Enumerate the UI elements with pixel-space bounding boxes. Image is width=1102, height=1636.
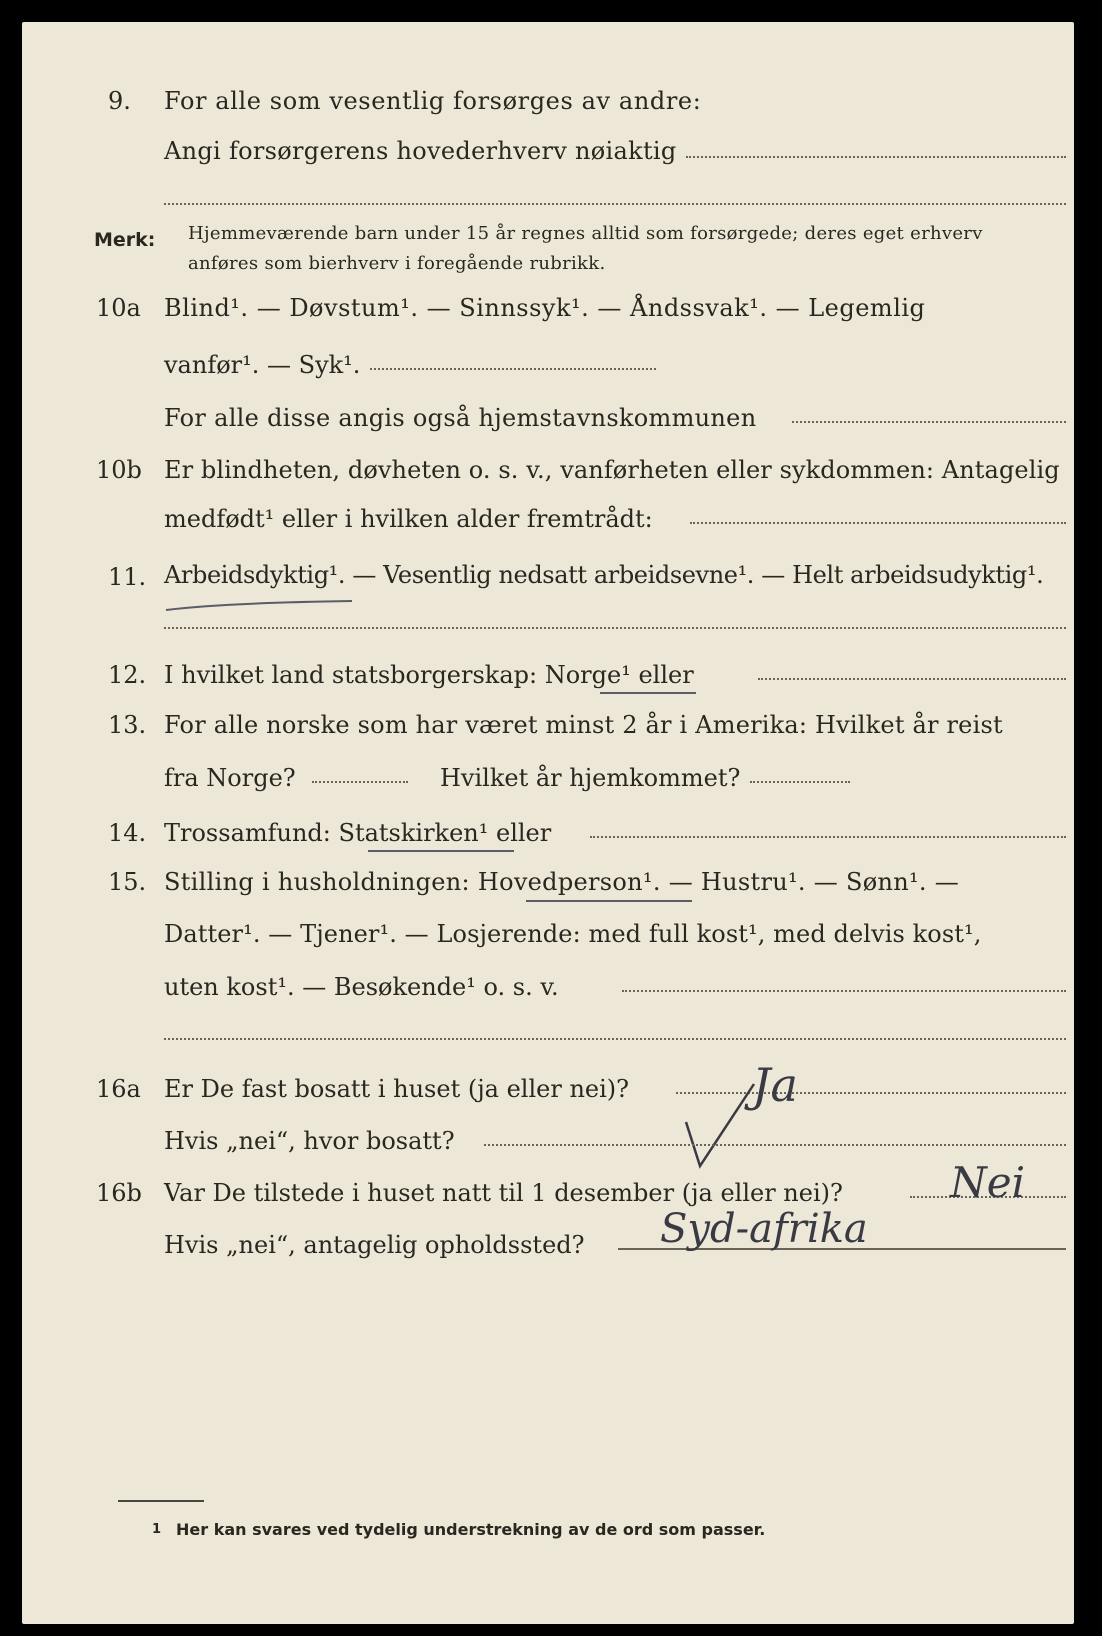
q16a-where-field[interactable] (484, 1144, 1066, 1146)
q16b-handwritten-whereabouts: Syd-afrika (660, 1206, 868, 1252)
q13-number: 13. (108, 711, 147, 739)
q10a-options: Blind¹. — Døvstum¹. — Sinnssyk¹. — Åndssvak¹. — Legemlig (164, 294, 926, 322)
q15-number: 15. (108, 868, 147, 896)
q9-occupation-label: Angi forsørgerens hovederhverv nøiaktig (164, 137, 677, 165)
q9-extra-field[interactable] (164, 203, 1066, 205)
q9-occupation-field[interactable] (686, 156, 1066, 158)
q16b-handwritten-answer: Nei (950, 1158, 1026, 1207)
q16a-handwritten-answer: Ja (752, 1058, 798, 1112)
q15-extra-field[interactable] (164, 1038, 1066, 1040)
q10b-question: Er blindheten, døvheten o. s. v., vanførheten eller sykdommen: Antagelig (164, 456, 1060, 484)
q16b-number: 16b (96, 1179, 142, 1207)
q16a-number: 16a (96, 1075, 141, 1103)
q9-question: For alle som vesentlig forsørges av andre: (164, 87, 702, 115)
q10b-onset-label: medfødt¹ eller i hvilken alder fremtrådt: (164, 505, 653, 533)
note-label: Merk: (94, 229, 156, 251)
footnote-rule (118, 1500, 204, 1502)
q13-return-field[interactable] (750, 781, 850, 783)
footnote-mark: 1 (152, 1522, 162, 1537)
q12-number: 12. (108, 661, 147, 689)
q9-number: 9. (108, 87, 131, 115)
q13-departure-label: fra Norge? (164, 764, 296, 792)
q16b-present-question: Var De tilstede i huset natt til 1 desember (ja eller nei)? (164, 1179, 843, 1207)
note-line-2: anføres som bierhverv i foregående rubrikk. (188, 253, 606, 274)
q13-america-question: For alle norske som har været minst 2 år i Amerika: Hvilket år reist (164, 711, 1003, 739)
q10a-number: 10a (96, 294, 141, 322)
q13-departure-field[interactable] (312, 781, 408, 783)
q16a-resident-question: Er De fast bosatt i huset (ja eller nei)? (164, 1075, 630, 1103)
q11-work-capacity: Arbeidsdyktig¹. — Vesentlig nedsatt arbeidsevne¹. — Helt arbeidsudyktig¹. (164, 561, 1044, 589)
q10b-onset-field[interactable] (690, 522, 1066, 524)
q11-underline-mark (164, 596, 354, 616)
q15-options-end: uten kost¹. — Besøkende¹ o. s. v. (164, 973, 559, 1001)
q12-other-country-field[interactable] (758, 678, 1066, 680)
note-line-1: Hjemmeværende barn under 15 år regnes alltid som forsørgede; deres eget erhverv (188, 223, 983, 244)
q14-other-religion-field[interactable] (590, 836, 1066, 838)
q10a-home-municipality-field[interactable] (792, 421, 1066, 423)
q10a-options-cont: vanfør¹. — Syk¹. (164, 351, 361, 379)
q16a-check-mark (680, 1080, 760, 1170)
q11-extra-field[interactable] (164, 627, 1066, 629)
q10a-sick-field[interactable] (370, 368, 656, 370)
q16b-whereabouts-label: Hvis „nei“, antagelig opholdssted? (164, 1231, 585, 1259)
q14-religion: Trossamfund: Statskirken¹ eller (164, 819, 552, 847)
q15-options-cont: Datter¹. — Tjener¹. — Losjerende: med full kost¹, med delvis kost¹, (164, 920, 982, 948)
q15-hovedperson-underline (526, 900, 692, 902)
q15-household-position: Stilling i husholdningen: Hovedperson¹. — Hustru¹. — Sønn¹. — (164, 868, 960, 896)
q14-number: 14. (108, 819, 147, 847)
q12-citizenship: I hvilket land statsborgerskap: Norge¹ eller (164, 661, 694, 689)
q12-norge-underline (600, 692, 696, 694)
q16a-where-label: Hvis „nei“, hvor bosatt? (164, 1127, 455, 1155)
q15-other-field[interactable] (622, 990, 1066, 992)
q14-statskirken-underline (368, 850, 514, 852)
q10b-number: 10b (96, 456, 142, 484)
footnote-text: Her kan svares ved tydelig understrekning av de ord som passer. (176, 1520, 766, 1539)
q11-number: 11. (108, 563, 147, 591)
q13-return-label: Hvilket år hjemkommet? (440, 764, 741, 792)
q10a-home-municipality-label: For alle disse angis også hjemstavnskommunen (164, 404, 757, 432)
